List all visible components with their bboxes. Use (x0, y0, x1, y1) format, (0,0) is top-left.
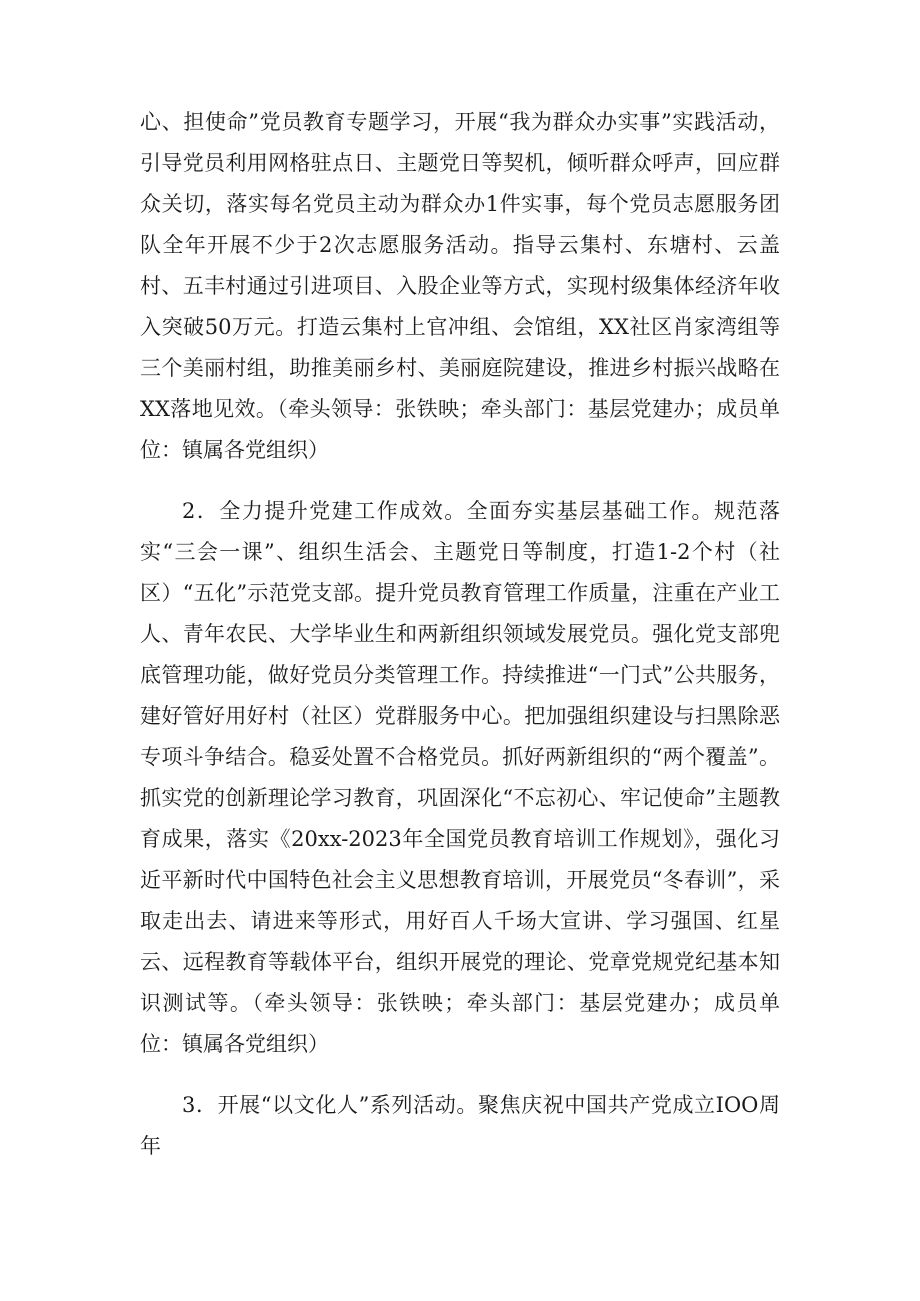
paragraph-item-3: 3．开展“以文化人”系列活动。聚焦庆祝中国共产党成立IOO周年 (140, 1093, 780, 1158)
paragraph-item-2: 2．全力提升党建工作成效。全面夯实基层基础工作。规范落实“三会一课”、组织生活会、主题党日等制度，打造1-2个村（社区）“五化”示范党支部。提升党员教育管理工作质量，注重在产业工人、青年农民、大学毕业生和两新组织领域发展党员。强化党支部兜底管理功能，做好党员分类管理工作。持续推进“一门式”公共服务，建好管好用好村（社区）党群服务中心。把加强组织建设与扫黑除恶专项斗争结合。稳妥处置不合格党员。抓好两新组织的“两个覆盖”。抓实党的创新理论学习教育，巩固深化“不忘初心、牢记使命”主题教育成果，落实《20xx-2023年全国党员教育培训工作规划》，强化习近平新时代中国特色社会主义思想教育培训，开展党员“冬春训”，采取走出去、请进来等形式，用好百人千场大宣讲、学习强国、红星云、远程教育等载体平台，组织开展党的理论、党章党规党纪基本知识测试等。（牵头领导：张铁映；牵头部门：基层党建办；成员单位：镇属各党组织） (140, 499, 780, 1056)
paragraph-continuation: 心、担使命”党员教育专题学习，开展“我为群众办实事”实践活动，引导党员利用网格驻点日、主题党日等契机，倾听群众呼声，回应群众关切，落实每名党员主动为群众办1件实事，每个党员志愿服务团队全年开展不少于2次志愿服务活动。指导云集村、东塘村、云盖村、五丰村通过引进项目、入股企业等方式，实现村级集体经济年收入突破50万元。打造云集村上官冲组、会馆组，XX社区肖家湾组等三个美丽村组，助推美丽乡村、美丽庭院建设，推进乡村振兴战略在XX落地见效。（牵头领导：张铁映；牵头部门：基层党建办；成员单位：镇属各党组织） (140, 110, 780, 462)
document-body (140, 102, 780, 1187)
